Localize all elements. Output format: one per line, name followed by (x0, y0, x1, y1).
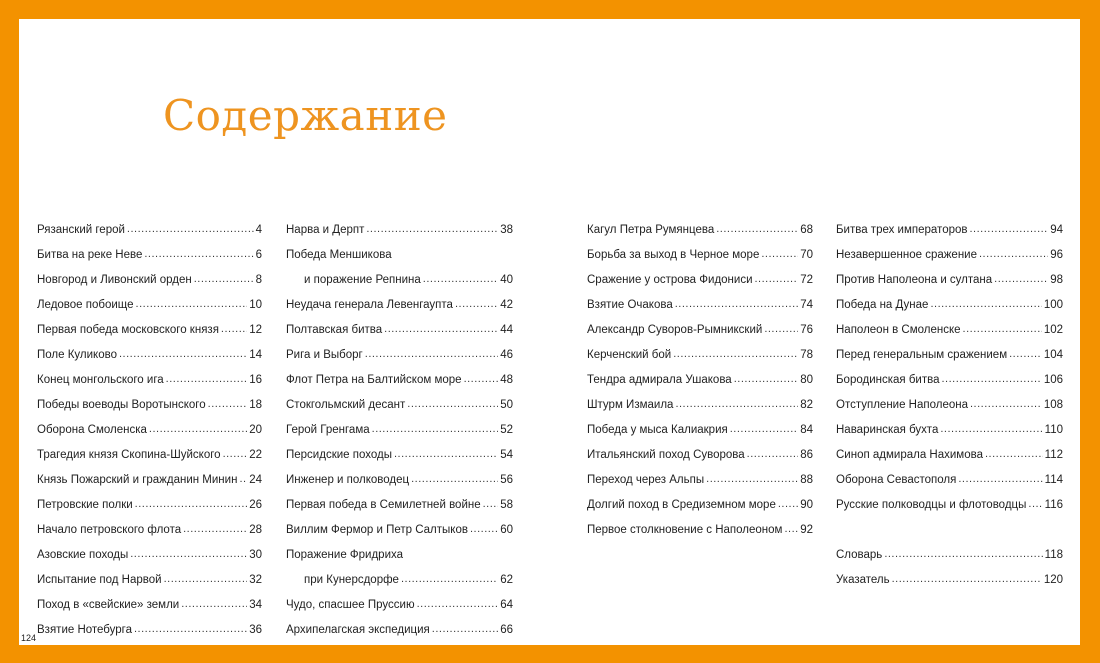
toc-entry-page: 96 (1050, 248, 1063, 261)
toc-entry[interactable] (836, 392, 1063, 417)
toc-column-3 (587, 217, 813, 542)
toc-entry-title: Поход в «свейские» земли (37, 598, 180, 611)
toc-entry[interactable] (587, 317, 813, 342)
toc-entry[interactable] (587, 367, 813, 392)
dot-leader (432, 623, 498, 637)
toc-entry-page: 4 (255, 223, 262, 236)
toc-entry-page: 64 (500, 598, 513, 611)
toc-entry-title: Персидские походы (286, 448, 392, 461)
toc-entry-title: Первая победа московского князя (37, 323, 219, 336)
toc-entry-page: 16 (249, 373, 262, 386)
toc-entry-title: Словарь (836, 548, 883, 561)
toc-entry[interactable] (286, 492, 513, 517)
toc-entry-page: 84 (800, 423, 813, 436)
toc-entry[interactable] (37, 392, 262, 417)
dot-leader (208, 398, 248, 412)
toc-entry-title: Рига и Выборг (286, 348, 363, 361)
toc-entry-page: 118 (1044, 548, 1063, 561)
toc-entry[interactable] (37, 292, 262, 317)
toc-entry[interactable] (37, 592, 262, 617)
toc-entry-title: Кагул Петра Румянцева (587, 223, 715, 236)
toc-entry[interactable] (37, 242, 262, 267)
toc-entry-title: Сражение у острова Фидониси (587, 273, 753, 286)
toc-entry-page: 52 (500, 423, 513, 436)
toc-entry-page: 70 (800, 248, 813, 261)
toc-entry-page: 58 (500, 498, 513, 511)
toc-entry-title: Начало петровского флота (37, 523, 182, 536)
toc-entry-page: 100 (1043, 298, 1063, 311)
toc-entry[interactable] (286, 592, 513, 617)
toc-entry[interactable] (587, 217, 813, 242)
toc-entry-title: Указатель (836, 573, 890, 586)
toc-entry[interactable] (286, 317, 513, 342)
toc-entry-page: 54 (500, 448, 513, 461)
dot-leader (673, 348, 798, 362)
toc-entry-title: Поле Куликово (37, 348, 117, 361)
toc-entry[interactable] (37, 317, 262, 342)
page-title: Содержание (163, 91, 448, 140)
toc-entry-page: 28 (249, 523, 262, 536)
toc-entry[interactable] (37, 567, 262, 592)
toc-entry-title: Бородинская битва (836, 373, 940, 386)
toc-entry-page: 22 (249, 448, 262, 461)
toc-entry-index[interactable] (836, 567, 1063, 592)
dot-leader (930, 298, 1041, 312)
dot-leader (940, 423, 1042, 437)
dot-leader (134, 623, 247, 637)
toc-entry[interactable] (836, 317, 1063, 342)
toc-entry[interactable] (587, 242, 813, 267)
toc-entry-title: Итальянский поход Суворова (587, 448, 745, 461)
toc-entry-title: при Кунерсдорфе (304, 573, 399, 586)
toc-entry-page: 82 (800, 398, 813, 411)
toc-entry-title: Поражение Фридриха (286, 548, 404, 561)
toc-entry[interactable] (37, 342, 262, 367)
toc-entry-title: Инженер и полководец (286, 473, 410, 486)
dot-leader (884, 548, 1042, 562)
toc-entry-page: 40 (500, 273, 513, 286)
toc-entry-page: 62 (500, 573, 513, 586)
toc-entry-title: Герой Гренгама (286, 423, 370, 436)
toc-entry-title: Взятие Очакова (587, 298, 673, 311)
dot-leader (706, 473, 798, 487)
toc-entry[interactable] (587, 292, 813, 317)
toc-entry[interactable] (286, 342, 513, 367)
toc-entry-page: 8 (255, 273, 262, 286)
toc-entry-title: Перед генеральным сражением (836, 348, 1008, 361)
toc-entry[interactable] (37, 267, 262, 292)
toc-entry-page: 50 (500, 398, 513, 411)
toc-entry-page: 108 (1043, 398, 1063, 411)
dot-leader (470, 523, 498, 537)
toc-entry-page: 44 (500, 323, 513, 336)
toc-entry[interactable] (37, 467, 262, 492)
toc-entry[interactable] (836, 492, 1063, 517)
dot-leader (223, 448, 248, 462)
toc-entry-title: Победа на Дунае (836, 298, 929, 311)
dot-leader (130, 548, 247, 562)
dot-leader (747, 448, 799, 462)
toc-entry[interactable] (286, 392, 513, 417)
page (19, 19, 1080, 645)
dot-leader (755, 273, 799, 287)
toc-entry-page: 106 (1043, 373, 1063, 386)
dot-leader (958, 473, 1042, 487)
toc-entry-page: 6 (255, 248, 262, 261)
dot-leader (221, 323, 247, 337)
toc-entry-title: Незавершенное сражение (836, 248, 977, 261)
dot-leader (985, 448, 1043, 462)
toc-entry-page: 72 (800, 273, 813, 286)
toc-entry[interactable] (286, 367, 513, 392)
toc-entry[interactable] (37, 492, 262, 517)
toc-entry-page: 104 (1043, 348, 1063, 361)
toc-entry-title: Борьба за выход в Черное море (587, 248, 760, 261)
dot-leader (716, 223, 798, 237)
dot-leader (135, 498, 248, 512)
dot-leader (423, 273, 498, 287)
toc-entry-title: Неудача генерала Левенгаупта (286, 298, 453, 311)
toc-entry-title: Новгород и Ливонский орден (37, 273, 192, 286)
dot-leader (183, 523, 247, 537)
toc-entry[interactable] (286, 617, 513, 642)
toc-entry-page: 112 (1044, 448, 1063, 461)
toc-entry-title: Нарва и Дерпт (286, 223, 365, 236)
toc-entry-page: 92 (800, 523, 813, 536)
toc-entry[interactable] (587, 267, 813, 292)
toc-entry-page: 26 (249, 498, 262, 511)
toc-entry-page: 66 (500, 623, 513, 636)
toc-entry[interactable] (286, 242, 513, 267)
toc-entry-title: Князь Пожарский и гражданин Минин (37, 473, 238, 486)
dot-leader (455, 298, 498, 312)
page-number: 124 (21, 633, 37, 643)
toc-entry-title: Отступление Наполеона (836, 398, 968, 411)
toc-entry[interactable] (286, 292, 513, 317)
toc-entry-page: 46 (500, 348, 513, 361)
dot-leader (892, 573, 1042, 587)
toc-entry-page: 86 (800, 448, 813, 461)
toc-entry-page: 88 (800, 473, 813, 486)
dot-leader (970, 223, 1049, 237)
toc-entry-page: 102 (1043, 323, 1063, 336)
toc-entry-page: 48 (500, 373, 513, 386)
toc-entry-title: Полтавская битва (286, 323, 383, 336)
toc-entry-title: Переход через Альпы (587, 473, 705, 486)
toc-entry-page: 78 (800, 348, 813, 361)
dot-leader (407, 398, 498, 412)
dot-leader (365, 348, 498, 362)
toc-entry-title: Против Наполеона и султана (836, 273, 993, 286)
toc-entry-title: Первое столкновение с Наполеоном (587, 523, 783, 536)
toc-entry-page: 90 (800, 498, 813, 511)
dot-leader (1009, 348, 1042, 362)
dot-leader (963, 323, 1042, 337)
toc-entry-page: 34 (249, 598, 262, 611)
dot-leader (372, 423, 499, 437)
dot-leader (994, 273, 1048, 287)
dot-leader (483, 498, 499, 512)
toc-entry-title: Керченский бой (587, 348, 672, 361)
toc-entry-page: 12 (249, 323, 262, 336)
toc-entry-page: 74 (800, 298, 813, 311)
toc-entry-page: 120 (1043, 573, 1063, 586)
toc-entry-page: 110 (1044, 423, 1063, 436)
toc-entry-page: 60 (500, 523, 513, 536)
dot-leader (127, 223, 254, 237)
toc-entry-page: 94 (1050, 223, 1063, 236)
dot-leader (784, 523, 798, 537)
toc-entry-title: Взятие Нотебурга (37, 623, 132, 636)
dot-leader (401, 573, 498, 587)
toc-entry-page: 36 (249, 623, 262, 636)
dot-leader (144, 248, 253, 262)
toc-entry-page: 32 (249, 573, 262, 586)
toc-entry-page: 18 (249, 398, 262, 411)
toc-entry-page: 20 (249, 423, 262, 436)
toc-entry[interactable] (37, 442, 262, 467)
dot-leader (119, 348, 247, 362)
toc-entry-title: Долгий поход в Средиземном море (587, 498, 776, 511)
dot-leader (417, 598, 499, 612)
toc-entry[interactable] (587, 492, 813, 517)
toc-entry-page: 114 (1044, 473, 1063, 486)
toc-entry-title: Виллим Фермор и Петр Салтыков (286, 523, 468, 536)
dot-leader (194, 273, 254, 287)
toc-entry-title: Синоп адмирала Нахимова (836, 448, 983, 461)
toc-entry-title: Русские полководцы и флотоводцы (836, 498, 1027, 511)
toc-entry[interactable] (836, 342, 1063, 367)
dot-leader (366, 223, 498, 237)
toc-entry-page: 116 (1044, 498, 1063, 511)
toc-entry[interactable] (286, 567, 513, 592)
dot-leader (979, 248, 1048, 262)
toc-entry-page: 42 (500, 298, 513, 311)
toc-entry-title: Наполеон в Смоленске (836, 323, 961, 336)
toc-entry[interactable] (286, 267, 513, 292)
toc-column-4 (836, 217, 1063, 592)
toc-entry[interactable] (587, 442, 813, 467)
dot-leader (181, 598, 247, 612)
toc-entry-title: Стокгольмский десант (286, 398, 406, 411)
dot-leader (136, 298, 248, 312)
toc-entry-title: Тендра адмирала Ушакова (587, 373, 732, 386)
toc-entry-title: Александр Суворов-Рымникский (587, 323, 763, 336)
dot-leader (970, 398, 1042, 412)
toc-column-1 (37, 217, 262, 642)
dot-leader (166, 373, 248, 387)
toc-entry-page: 14 (249, 348, 262, 361)
toc-entry-page: 68 (800, 223, 813, 236)
dot-leader (384, 323, 498, 337)
toc-entry[interactable] (286, 467, 513, 492)
toc-entry[interactable] (37, 417, 262, 442)
toc-entry-glossary[interactable] (836, 542, 1063, 567)
dot-leader (464, 373, 499, 387)
toc-entry-title: Наваринская бухта (836, 423, 939, 436)
toc-entry-title: Штурм Измаила (587, 398, 674, 411)
toc-entry-page: 30 (249, 548, 262, 561)
dot-leader (149, 423, 247, 437)
dot-leader (764, 323, 798, 337)
dot-leader (411, 473, 498, 487)
dot-leader (239, 473, 247, 487)
dot-leader (1028, 498, 1042, 512)
toc-entry-title: Битва на реке Неве (37, 248, 143, 261)
toc-entry[interactable] (836, 467, 1063, 492)
dot-leader (941, 373, 1041, 387)
toc-entry[interactable] (836, 417, 1063, 442)
dot-leader (164, 573, 248, 587)
toc-entry-page: 38 (500, 223, 513, 236)
toc-entry[interactable] (836, 442, 1063, 467)
toc-entry[interactable] (37, 542, 262, 567)
toc-entry[interactable] (836, 217, 1063, 242)
toc-entry-title: Архипелагская экспедиция (286, 623, 430, 636)
toc-entry[interactable] (587, 517, 813, 542)
toc-entry-title: Первая победа в Семилетней войне (286, 498, 481, 511)
dot-leader (778, 498, 798, 512)
toc-entry-title: Испытание под Нарвой (37, 573, 162, 586)
toc-entry[interactable] (37, 367, 262, 392)
toc-entry-title: Конец монгольского ига (37, 373, 164, 386)
dot-leader (734, 373, 799, 387)
toc-entry-title: Победа у мыса Калиакрия (587, 423, 728, 436)
toc-entry[interactable] (286, 542, 513, 567)
toc-entry-title: Чудо, спасшее Пруссию (286, 598, 415, 611)
toc-entry-page: 56 (500, 473, 513, 486)
toc-entry[interactable] (836, 267, 1063, 292)
toc-entry[interactable] (836, 292, 1063, 317)
toc-entry-page: 98 (1050, 273, 1063, 286)
toc-entry-title: и поражение Репнина (304, 273, 421, 286)
toc-entry[interactable] (286, 417, 513, 442)
toc-entry[interactable] (286, 442, 513, 467)
toc-entry-title: Флот Петра на Балтийском море (286, 373, 462, 386)
toc-entry-page: 80 (800, 373, 813, 386)
toc-entry[interactable] (587, 342, 813, 367)
toc-entry[interactable] (836, 242, 1063, 267)
toc-entry[interactable] (37, 217, 262, 242)
toc-entry-title: Оборона Севастополя (836, 473, 957, 486)
dot-leader (761, 248, 798, 262)
dot-leader (394, 448, 498, 462)
toc-entry-title: Трагедия князя Скопина-Шуйского (37, 448, 221, 461)
dot-leader (730, 423, 798, 437)
toc-entry[interactable] (286, 217, 513, 242)
toc-entry-title: Петровские полки (37, 498, 133, 511)
toc-entry[interactable] (37, 617, 262, 642)
toc-column-2 (286, 217, 513, 642)
toc-entry[interactable] (37, 517, 262, 542)
toc-entry[interactable] (587, 467, 813, 492)
toc-entry-title: Рязанский герой (37, 223, 125, 236)
toc-entry[interactable] (836, 367, 1063, 392)
spacer (836, 517, 1063, 542)
toc-entry-page: 76 (800, 323, 813, 336)
toc-entry-title: Победы воеводы Воротынского (37, 398, 206, 411)
toc-entry-page: 24 (249, 473, 262, 486)
toc-entry-title: Ледовое побоище (37, 298, 134, 311)
toc-entry-title: Оборона Смоленска (37, 423, 147, 436)
toc-entry[interactable] (587, 392, 813, 417)
toc-entry[interactable] (587, 417, 813, 442)
toc-entry-title: Победа Меншикова (286, 248, 392, 261)
dot-leader (675, 398, 798, 412)
toc-entry[interactable] (286, 517, 513, 542)
toc-entry-title: Битва трех императоров (836, 223, 968, 236)
toc-entry-page: 10 (249, 298, 262, 311)
dot-leader (675, 298, 798, 312)
toc-entry-title: Азовские походы (37, 548, 129, 561)
